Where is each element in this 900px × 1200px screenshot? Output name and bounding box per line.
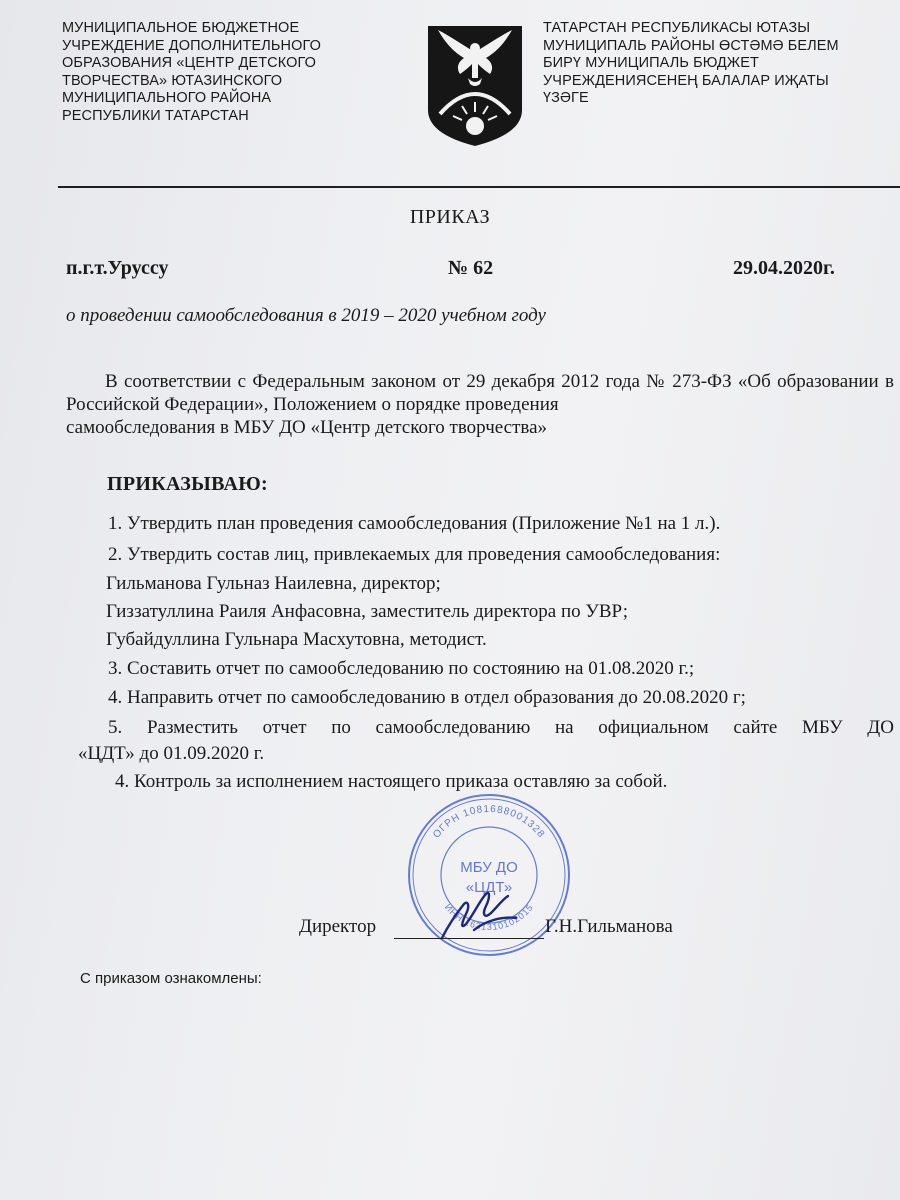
signature-line [394,938,544,939]
order-item-5-continuation: «ЦДТ» до 01.09.2020 г. [78,743,265,764]
document-subject: о проведении самообследования в 2019 – 2020 учебном году [66,305,546,326]
order-heading: ПРИКАЗЫВАЮ: [107,473,268,495]
header-right-line: ТАТАРСТАН РЕСПУБЛИКАСЫ ЮТАЗЫ [543,20,811,36]
intro-paragraph [66,370,894,439]
order-item-3: 3. Составить отчет по самообследованию по состоянию на 01.08.2020 г.; [108,658,695,679]
header-right-line: ҮЗӘГЕ [543,90,589,106]
acquainted-label: С приказом ознакомлены: [80,970,262,987]
header-left-line: ОБРАЗОВАНИЯ «ЦЕНТР ДЕТСКОГО [62,55,317,71]
committee-member-2: Гиззатуллина Раиля Анфасовна, заместитель директора по УВР; [106,601,629,622]
stamp-center-line2: «ЦДТ» [465,879,513,896]
coat-of-arms-emblem [424,22,526,150]
intro-text-line1: В соответствии с Федеральным законом от 29 декабря 2012 года № 273-ФЗ «Об образовании в Российской Федерации», Положением о порядке проведения [66,371,894,415]
stamp-ring-bottom: ИНН 1631310102015 [442,902,536,933]
director-label: Директор [299,916,377,937]
stamp-ring-top: ОГРН 1081688001328 [431,803,547,841]
intro-text-line2: самообследования в МБУ ДО «Центр детского творчества» [66,417,548,438]
committee-member-1: Гильманова Гульназ Наилевна, директор; [106,573,441,594]
header-right-line: УЧРЕЖДЕНИЯСЕНЕҢ БАЛАЛАР ИҖАТЫ [543,72,829,89]
stamp-center-line1: МБУ ДО [460,859,518,876]
committee-member-3: Губайдуллина Гульнара Масхутовна, методист. [106,629,487,650]
order-item-control: 4. Контроль за исполнением настоящего приказа оставляю за собой. [115,771,668,792]
header-left-line: МУНИЦИПАЛЬНОГО РАЙОНА [62,90,272,106]
order-item-5: 5. Разместить отчет по самообследованию на официальном сайте МБУ ДО [108,717,894,738]
document-place: п.г.т.Уруссу [66,257,169,279]
order-item-4: 4. Направить отчет по самообследованию в отдел образования до 20.08.2020 г; [108,687,746,708]
order-item-2: 2. Утвердить состав лиц, привлекаемых для проведения самообследования: [108,544,721,565]
header-left-line: ТВОРЧЕСТВА» ЮТАЗИНСКОГО [62,72,283,89]
document-number: № 62 [448,257,494,279]
header-left-line: РЕСПУБЛИКИ ТАТАРСТАН [62,107,249,124]
order-item-1: 1. Утвердить план проведения самообследования (Приложение №1 на 1 л.). [108,513,721,534]
header-left-line: УЧРЕЖДЕНИЕ ДОПОЛНИТЕЛЬНОГО [62,37,321,54]
director-name: Г.Н.Гильманова [545,916,673,937]
document-date: 29.04.2020г. [733,257,835,279]
header-right-line: БИРҮ МУНИЦИПАЛЬ БЮДЖЕТ [543,55,759,71]
header-right-line: МУНИЦИПАЛЬ РАЙОНЫ ӨСТӘМӘ БЕЛЕМ [543,37,839,54]
header-divider [58,186,900,188]
header-left-line: МУНИЦИПАЛЬНОЕ БЮДЖЕТНОЕ [62,20,300,36]
header-left-organization [62,20,321,125]
document-title: ПРИКАЗ [409,206,491,228]
header-right-organization [543,20,839,108]
